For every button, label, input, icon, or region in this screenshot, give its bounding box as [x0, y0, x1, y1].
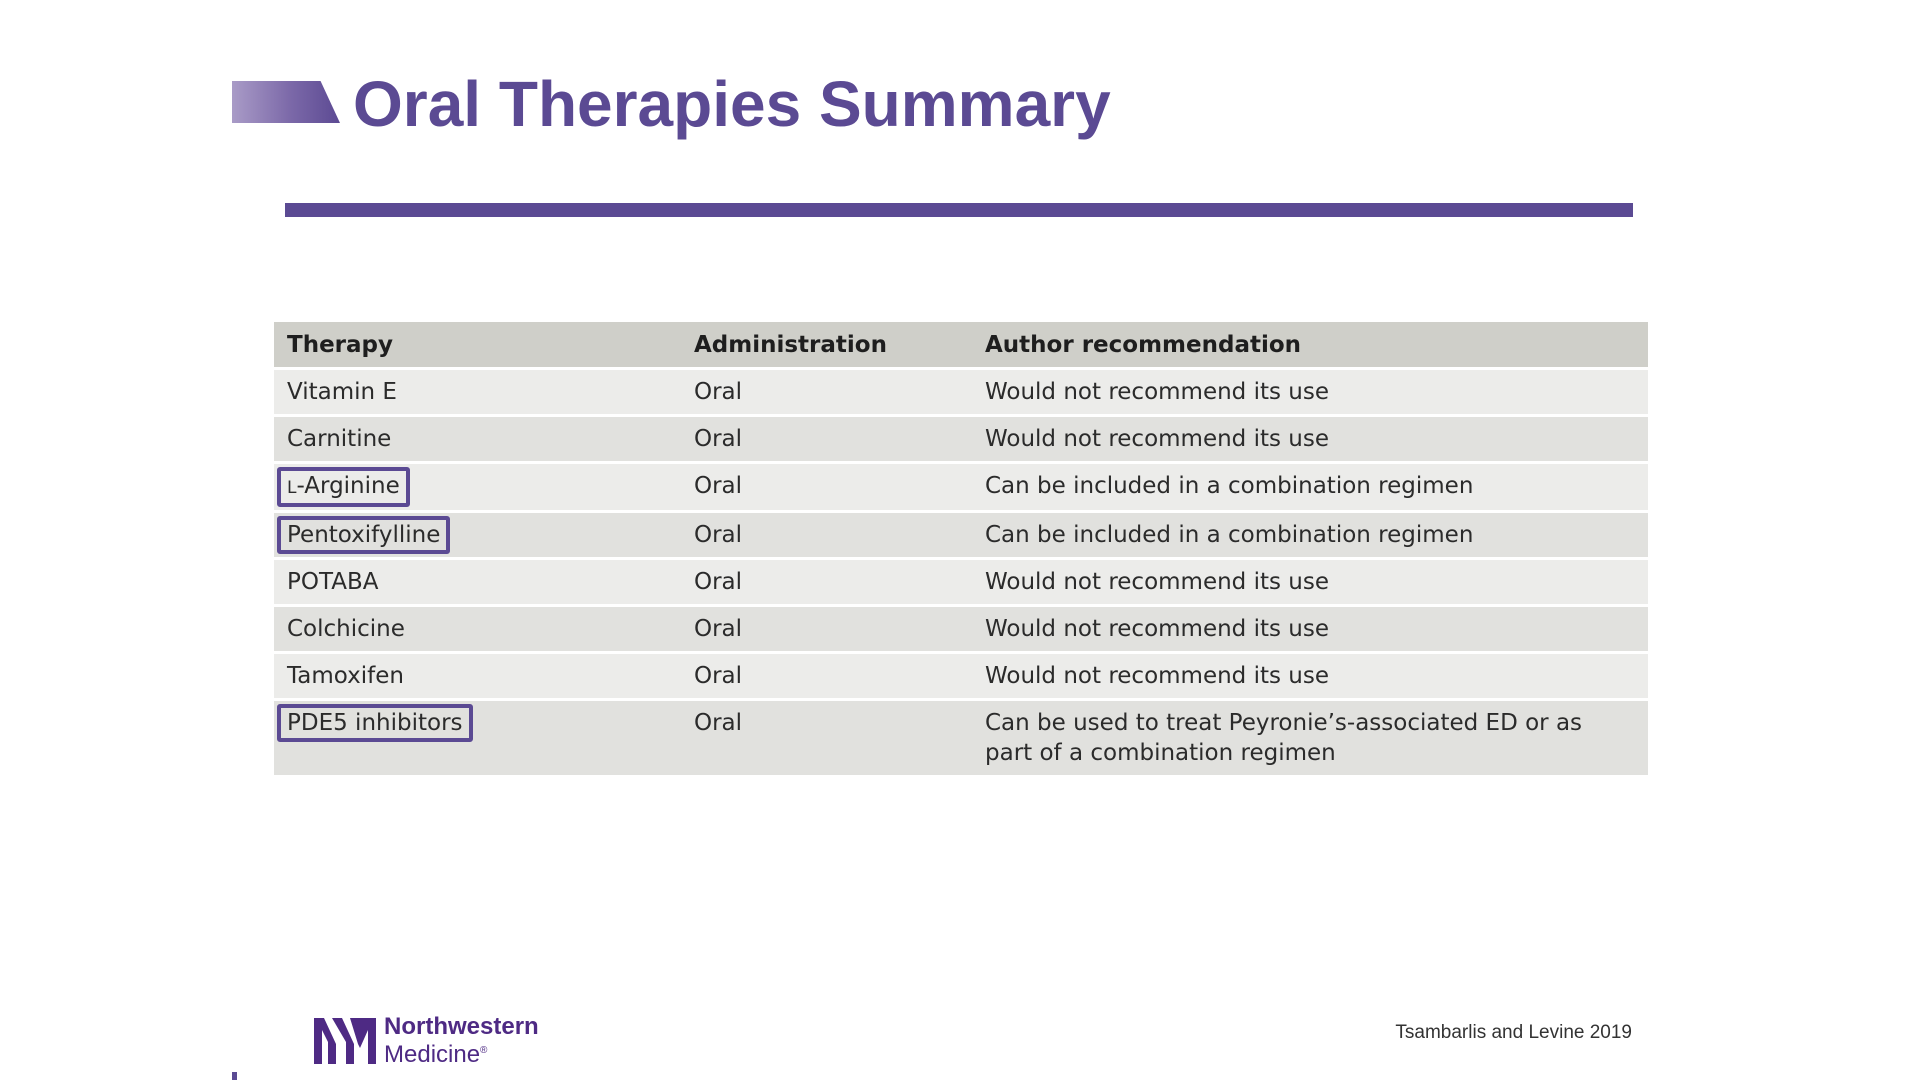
- table-row: [274, 417, 1648, 461]
- therapy-name: PDE5 inhibitors: [287, 710, 463, 736]
- recommendation-cell: Would not recommend its use: [972, 654, 1648, 698]
- highlight-box: [277, 467, 410, 507]
- corner-mark: [232, 1072, 237, 1080]
- therapy-name: POTABA: [287, 569, 379, 595]
- therapy-cell: [274, 560, 681, 604]
- therapy-name-prefix: L: [287, 478, 297, 498]
- table-row: [274, 701, 1648, 775]
- table-row: [274, 513, 1648, 557]
- therapy-cell: [274, 464, 681, 510]
- therapy-cell: [274, 417, 681, 461]
- therapy-name: Carnitine: [287, 426, 392, 452]
- logo-line-northwestern: Northwestern: [384, 1013, 539, 1040]
- recommendation-cell: Would not recommend its use: [972, 417, 1648, 461]
- therapy-cell: [274, 370, 681, 414]
- nm-logo-icon: [314, 1018, 376, 1064]
- therapy-cell: [274, 513, 681, 557]
- therapy-table-container: [274, 322, 1648, 778]
- northwestern-medicine-logo: [314, 1013, 539, 1068]
- therapy-name: Colchicine: [287, 616, 405, 642]
- table-row: [274, 464, 1648, 510]
- recommendation-cell: Can be included in a combination regimen: [972, 513, 1648, 557]
- recommendation-cell: Can be used to treat Peyronie’s-associated ED or as part of a combination regimen: [972, 701, 1648, 775]
- header-therapy: Therapy: [274, 322, 681, 367]
- therapy-name: -Arginine: [296, 473, 400, 499]
- therapy-name: Pentoxifylline: [287, 522, 441, 548]
- recommendation-cell: Would not recommend its use: [972, 607, 1648, 651]
- logo-text: [384, 1015, 539, 1067]
- administration-cell: Oral: [681, 370, 972, 414]
- administration-cell: Oral: [681, 607, 972, 651]
- table-header-row: [274, 322, 1648, 367]
- administration-cell: Oral: [681, 464, 972, 510]
- therapy-name: Tamoxifen: [287, 663, 404, 689]
- therapy-table: [274, 319, 1648, 778]
- table-row: [274, 654, 1648, 698]
- logo-line-medicine: [384, 1039, 539, 1067]
- recommendation-cell: Can be included in a combination regimen: [972, 464, 1648, 510]
- recommendation-cell: Would not recommend its use: [972, 370, 1648, 414]
- registered-mark: ®: [480, 1045, 488, 1056]
- table-row: [274, 370, 1648, 414]
- table-row: [274, 560, 1648, 604]
- recommendation-cell: Would not recommend its use: [972, 560, 1648, 604]
- title-accent-tab: [232, 81, 340, 123]
- therapy-cell: [274, 654, 681, 698]
- logo-medicine-text: Medicine: [384, 1041, 481, 1068]
- header-recommendation: Author recommendation: [972, 322, 1648, 367]
- slide-title: Oral Therapies Summary: [353, 68, 1111, 140]
- highlight-box: [277, 704, 473, 742]
- administration-cell: Oral: [681, 513, 972, 557]
- administration-cell: Oral: [681, 701, 972, 775]
- administration-cell: Oral: [681, 654, 972, 698]
- therapy-cell: [274, 701, 681, 775]
- therapy-name: Vitamin E: [287, 379, 397, 405]
- table-row: [274, 607, 1648, 651]
- header-administration: Administration: [681, 322, 972, 367]
- citation: Tsambarlis and Levine 2019: [1395, 1022, 1632, 1043]
- title-divider: [285, 203, 1633, 217]
- administration-cell: Oral: [681, 560, 972, 604]
- therapy-cell: [274, 607, 681, 651]
- highlight-box: [277, 516, 450, 554]
- administration-cell: Oral: [681, 417, 972, 461]
